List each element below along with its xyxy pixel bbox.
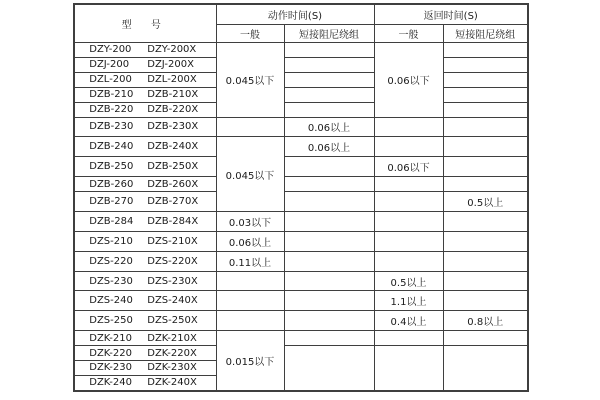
model-name: DZS-230 — [89, 275, 133, 287]
model-name: DZB-230 — [89, 121, 134, 133]
model-cell — [74, 361, 216, 376]
model-name: DZB-240 — [89, 141, 134, 153]
action-damping-cell — [284, 271, 374, 291]
model-cell — [74, 177, 216, 192]
action-damping-header: 短接阻尼绕组 — [284, 25, 374, 43]
return-general-cell: 0.06以下 — [374, 43, 443, 118]
model-name-x: DZY-200X — [147, 44, 197, 56]
model-cell — [74, 57, 216, 72]
return-damping-cell — [443, 231, 528, 251]
return-damping-header: 短接阻尼绕组 — [443, 25, 528, 43]
model-name: DZJ-200 — [89, 59, 130, 71]
model-name-x: DZL-200X — [147, 74, 197, 86]
model-name: DZK-210 — [89, 332, 133, 344]
model-name: DZS-220 — [89, 255, 133, 267]
action-damping-cell — [284, 192, 374, 212]
table-row — [74, 271, 528, 291]
action-general-cell: 0.03以下 — [216, 211, 284, 231]
model-column-header: 型 号 — [74, 4, 216, 43]
model-name-x: DZS-240X — [147, 295, 198, 307]
model-cell — [74, 137, 216, 157]
action-damping-cell — [284, 57, 374, 72]
action-general-cell: 0.045以下 — [216, 43, 284, 118]
table-row — [74, 87, 528, 102]
model-cell — [74, 43, 216, 58]
action-damping-cell — [284, 251, 374, 271]
action-damping-cell — [284, 331, 374, 346]
return-damping-cell: 0.5以上 — [443, 192, 528, 212]
table-row — [74, 331, 528, 346]
action-general-cell: 0.06以上 — [216, 231, 284, 251]
model-cell — [74, 211, 216, 231]
model-name-x: DZS-230X — [147, 275, 198, 287]
model-cell — [74, 192, 216, 212]
action-general-cell: 0.11以上 — [216, 251, 284, 271]
return-general-cell — [374, 117, 443, 137]
model-cell — [74, 375, 216, 391]
table-row — [74, 72, 528, 87]
table-row — [74, 192, 528, 212]
table-row — [74, 311, 528, 331]
return-time-header: 返回时间(S) — [374, 4, 528, 25]
action-damping-cell: 0.06以上 — [284, 117, 374, 137]
model-name: DZB-210 — [89, 89, 134, 101]
return-damping-cell — [443, 177, 528, 192]
return-damping-cell — [443, 87, 528, 102]
model-cell — [74, 291, 216, 311]
return-damping-cell — [443, 331, 528, 346]
table-row — [74, 346, 528, 361]
action-damping-cell — [284, 231, 374, 251]
action-general-cell — [216, 117, 284, 137]
model-cell — [74, 157, 216, 177]
return-damping-cell — [443, 117, 528, 137]
action-damping-cell — [284, 157, 374, 177]
model-name: DZB-250 — [89, 161, 134, 173]
action-damping-cell — [284, 72, 374, 87]
return-damping-cell — [443, 157, 528, 177]
return-general-cell — [374, 177, 443, 192]
action-general-cell — [216, 291, 284, 311]
model-name-x: DZB-210X — [147, 89, 199, 101]
model-name: DZK-220 — [89, 347, 133, 359]
model-cell — [74, 72, 216, 87]
table-row — [74, 117, 528, 137]
return-damping-cell — [443, 346, 528, 391]
model-cell — [74, 102, 216, 117]
action-general-cell — [216, 311, 284, 331]
model-name: DZS-250 — [89, 315, 133, 327]
model-name: DZS-210 — [89, 235, 133, 247]
header-row-1 — [74, 4, 528, 25]
return-damping-cell — [443, 102, 528, 117]
action-damping-cell — [284, 43, 374, 58]
return-damping-cell — [443, 291, 528, 311]
table-row — [74, 157, 528, 177]
model-name-x: DZS-220X — [147, 255, 198, 267]
action-general-cell — [216, 271, 284, 291]
model-name-x: DZK-220X — [147, 347, 197, 359]
table-row — [74, 57, 528, 72]
action-time-header: 动作时间(S) — [216, 4, 374, 25]
model-name-x: DZB-240X — [147, 141, 199, 153]
return-general-header: 一般 — [374, 25, 443, 43]
return-general-cell — [374, 211, 443, 231]
return-damping-cell — [443, 57, 528, 72]
model-name-x: DZK-230X — [147, 362, 197, 374]
table-row — [74, 177, 528, 192]
model-name: DZY-200 — [89, 44, 132, 56]
model-cell — [74, 346, 216, 361]
model-name: DZK-240 — [89, 377, 133, 389]
table-row — [74, 211, 528, 231]
return-general-cell — [374, 331, 443, 346]
model-name: DZB-270 — [89, 196, 134, 207]
action-damping-cell — [284, 346, 374, 391]
return-damping-cell — [443, 211, 528, 231]
model-cell — [74, 331, 216, 346]
action-general-header: 一般 — [216, 25, 284, 43]
action-general-cell: 0.045以下 — [216, 137, 284, 212]
model-name-x: DZB-260X — [147, 178, 199, 190]
model-name: DZK-230 — [89, 362, 133, 374]
model-cell — [74, 87, 216, 102]
return-general-cell — [374, 251, 443, 271]
return-general-cell — [374, 346, 443, 391]
model-cell — [74, 251, 216, 271]
table-row — [74, 137, 528, 157]
table-row — [74, 43, 528, 58]
return-general-cell: 0.06以下 — [374, 157, 443, 177]
return-damping-cell — [443, 72, 528, 87]
return-general-cell: 1.1以上 — [374, 291, 443, 311]
model-cell — [74, 311, 216, 331]
return-general-cell: 0.4以上 — [374, 311, 443, 331]
action-damping-cell — [284, 291, 374, 311]
return-damping-cell — [443, 271, 528, 291]
action-general-cell: 0.015以下 — [216, 331, 284, 391]
model-name-x: DZB-270X — [147, 196, 199, 207]
model-cell — [74, 271, 216, 291]
return-general-cell — [374, 192, 443, 212]
return-damping-cell — [443, 137, 528, 157]
model-name: DZB-284 — [89, 215, 134, 227]
model-name-x: DZJ-200X — [147, 59, 194, 71]
model-name: DZL-200 — [89, 74, 132, 86]
model-name-x: DZK-210X — [147, 332, 197, 344]
action-damping-cell — [284, 102, 374, 117]
table-row — [74, 291, 528, 311]
table-row — [74, 251, 528, 271]
return-general-cell — [374, 137, 443, 157]
model-cell — [74, 231, 216, 251]
model-name-x: DZB-220X — [147, 104, 199, 116]
model-name-x: DZS-210X — [147, 235, 198, 247]
model-name: DZS-240 — [89, 295, 133, 307]
relay-timing-spec-table — [73, 3, 529, 392]
return-damping-cell — [443, 251, 528, 271]
model-name: DZB-260 — [89, 178, 134, 190]
action-damping-cell — [284, 87, 374, 102]
action-damping-cell — [284, 177, 374, 192]
model-name-x: DZB-230X — [147, 121, 199, 133]
action-damping-cell: 0.06以上 — [284, 137, 374, 157]
model-name-x: DZS-250X — [147, 315, 198, 327]
action-damping-cell — [284, 311, 374, 331]
return-damping-cell — [443, 43, 528, 58]
return-general-cell — [374, 231, 443, 251]
model-name-x: DZK-240X — [147, 377, 197, 389]
action-damping-cell — [284, 211, 374, 231]
model-cell — [74, 117, 216, 137]
table-row — [74, 102, 528, 117]
model-name-x: DZB-250X — [147, 161, 199, 173]
table-row — [74, 231, 528, 251]
model-name: DZB-220 — [89, 104, 134, 116]
return-damping-cell: 0.8以上 — [443, 311, 528, 331]
model-name-x: DZB-284X — [147, 215, 199, 227]
return-general-cell: 0.5以上 — [374, 271, 443, 291]
